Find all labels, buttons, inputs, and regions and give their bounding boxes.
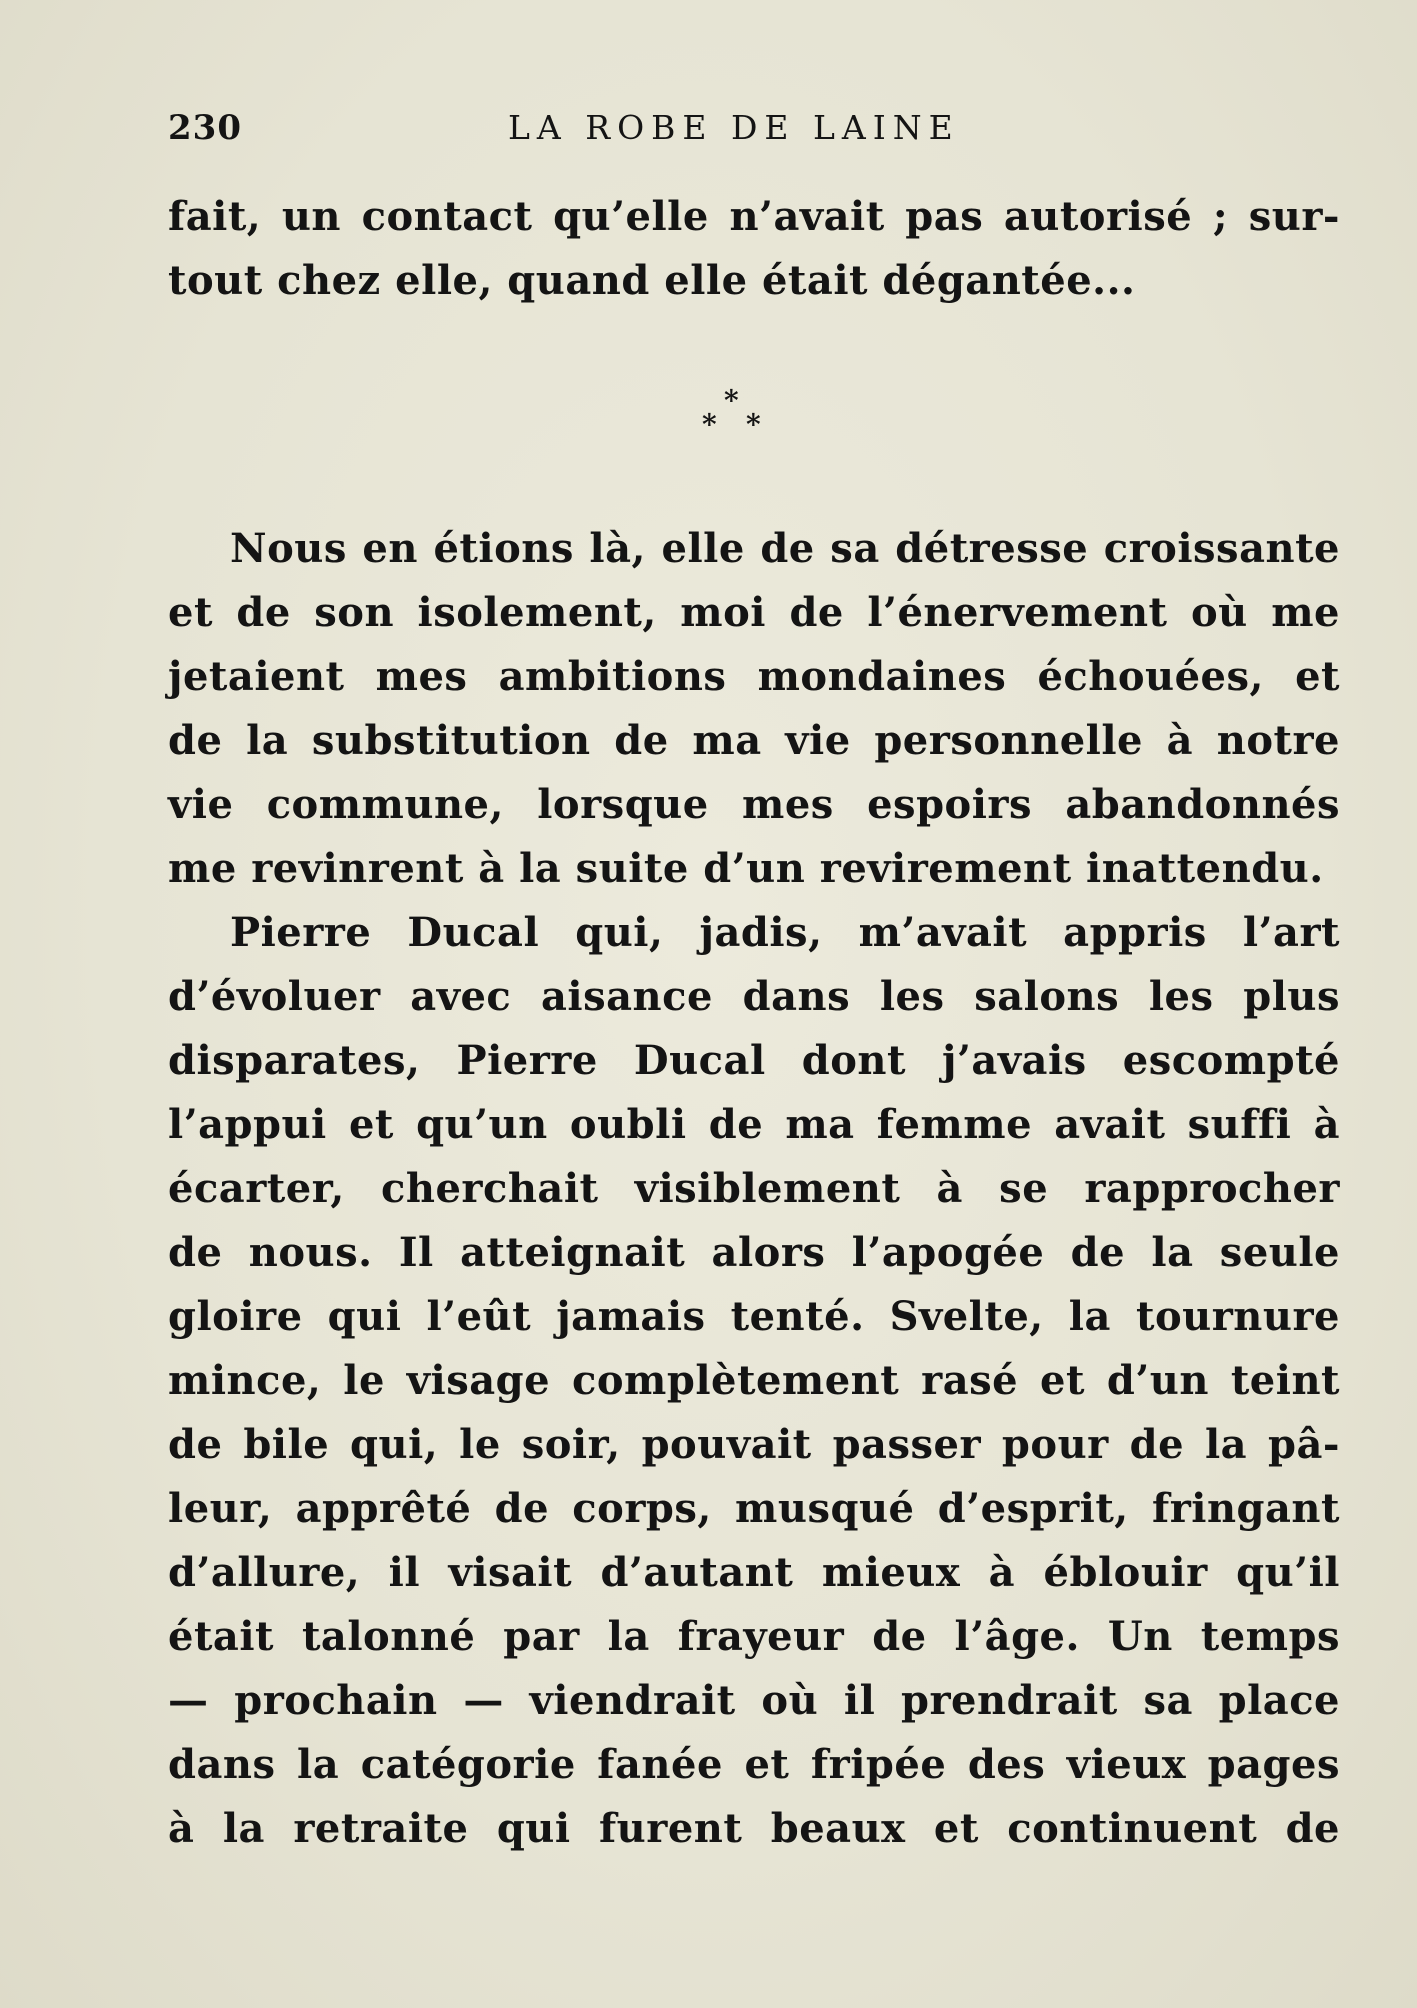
text-line: et de son isolement, moi de l’énervement où me	[168, 589, 1340, 636]
page-number: 230	[168, 108, 242, 148]
text-line: de nous. Il atteignait alors l’apogée de la seule	[168, 1229, 1340, 1276]
separator-star: *	[702, 408, 717, 441]
text-line: tout chez elle, quand elle était dégantée...	[168, 257, 1136, 304]
text-line: jetaient mes ambitions mondaines échouées, et	[168, 653, 1340, 700]
separator-star: *	[746, 408, 761, 441]
text-line: l’appui et qu’un oubli de ma femme avait suffi à	[168, 1101, 1340, 1148]
text-line: — prochain — viendrait où il prendrait sa place	[168, 1677, 1340, 1724]
text-line: fait, un contact qu’elle n’avait pas autorisé ; sur-	[168, 193, 1340, 240]
text-line: était talonné par la frayeur de l’âge. Un temps	[168, 1613, 1340, 1660]
text-line: de bile qui, le soir, pouvait passer pour de la pâ-	[168, 1421, 1340, 1468]
paragraph-start-line: Pierre Ducal qui, jadis, m’avait appris l’art	[230, 909, 1340, 956]
running-title: LA ROBE DE LAINE	[508, 108, 960, 147]
text-line: disparates, Pierre Ducal dont j’avais escompté	[168, 1037, 1340, 1084]
text-line: écarter, cherchait visiblement à se rapprocher	[168, 1165, 1340, 1212]
text-line: à la retraite qui furent beaux et continuent de	[168, 1805, 1340, 1852]
text-line: leur, apprêté de corps, musqué d’esprit, fringant	[168, 1485, 1340, 1532]
text-line: de la substitution de ma vie personnelle à notre	[168, 717, 1340, 764]
text-line: me revinrent à la suite d’un revirement inattendu.	[168, 845, 1324, 892]
text-line: mince, le visage complètement rasé et d’un teint	[168, 1357, 1340, 1404]
page-header	[168, 108, 1340, 158]
text-line: dans la catégorie fanée et fripée des vieux pages	[168, 1741, 1340, 1788]
paragraph-start-line: Nous en étions là, elle de sa détresse croissante	[230, 525, 1340, 572]
text-line: gloire qui l’eût jamais tenté. Svelte, la tournure	[168, 1293, 1340, 1340]
text-line: vie commune, lorsque mes espoirs abandonnés	[168, 781, 1340, 828]
text-line: d’évoluer avec aisance dans les salons les plus	[168, 973, 1340, 1020]
separator-star: *	[724, 384, 739, 417]
section-separator	[700, 384, 780, 444]
text-line: d’allure, il visait d’autant mieux à éblouir qu’il	[168, 1549, 1340, 1596]
